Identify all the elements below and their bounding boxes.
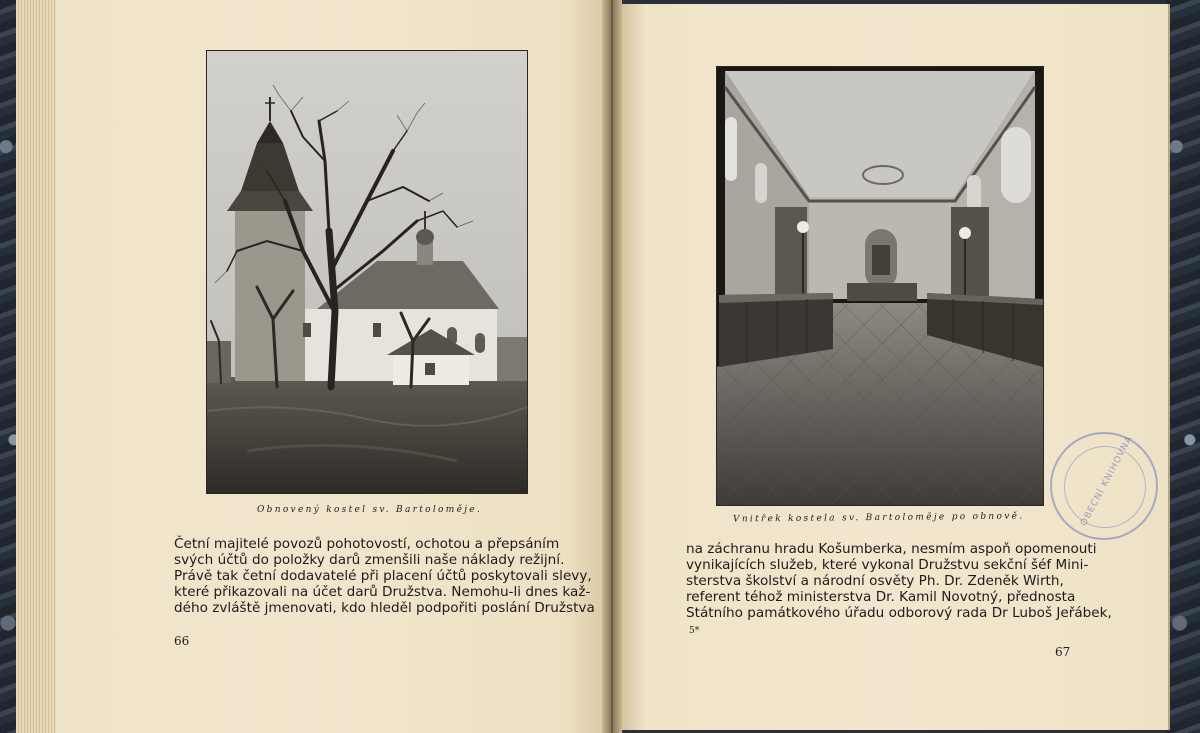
left-body-text — [174, 536, 595, 616]
church-interior-illustration — [717, 67, 1043, 505]
page-number-left: 66 — [174, 634, 190, 648]
text-line: referent téhož ministerstva Dr. Kamil Novotný, přednosta — [686, 589, 1076, 605]
text-line: Četní majitelé povozů pohotovostí, ochotou a přepsáním — [174, 536, 560, 552]
text-line: na záchranu hradu Košumberka, nesmím aspoň opomenouti — [686, 541, 1097, 557]
stamp-text: OBECNÍ KNIHOVNA — [1079, 434, 1136, 528]
book-gutter — [602, 0, 622, 733]
page-edges — [16, 0, 56, 733]
text-line: Státního památkového úřadu odborový rada Dr Luboš Jeřábek, — [686, 605, 1112, 621]
church-exterior-illustration — [207, 51, 527, 493]
signature-mark: 5* — [689, 626, 700, 636]
text-line: vynikajících služeb, které vykonal Družstvu sekční šéf Mini- — [686, 557, 1089, 573]
right-photo-caption: Vnitřek kostela sv. Bartoloměje po obnově. — [732, 511, 1025, 525]
library-stamp — [1050, 432, 1158, 540]
marbled-cover-right — [1166, 0, 1200, 733]
page-number-right: 67 — [1055, 645, 1071, 659]
text-line: dého zvláště jmenovati, kdo hleděl podpořiti poslání Družstva — [174, 600, 595, 616]
text-line: Právě tak četní dodavatelé při placení účtů poskytovali slevy, — [174, 568, 592, 584]
right-body-text — [686, 541, 1112, 621]
church-exterior-photo — [206, 50, 528, 494]
text-line: které přikazovali na účet darů Družstva. Nemohu-li dnes kaž- — [174, 584, 591, 600]
church-interior-photo — [716, 66, 1044, 506]
text-line: svých účtů do položky darů zmenšili naše náklady režijní. — [174, 552, 565, 568]
left-photo-caption: Obnovený kostel sv. Bartoloměje. — [257, 505, 483, 515]
text-line: sterstva školství a národní osvěty Ph. Dr. Zdeněk Wirth, — [686, 573, 1064, 589]
